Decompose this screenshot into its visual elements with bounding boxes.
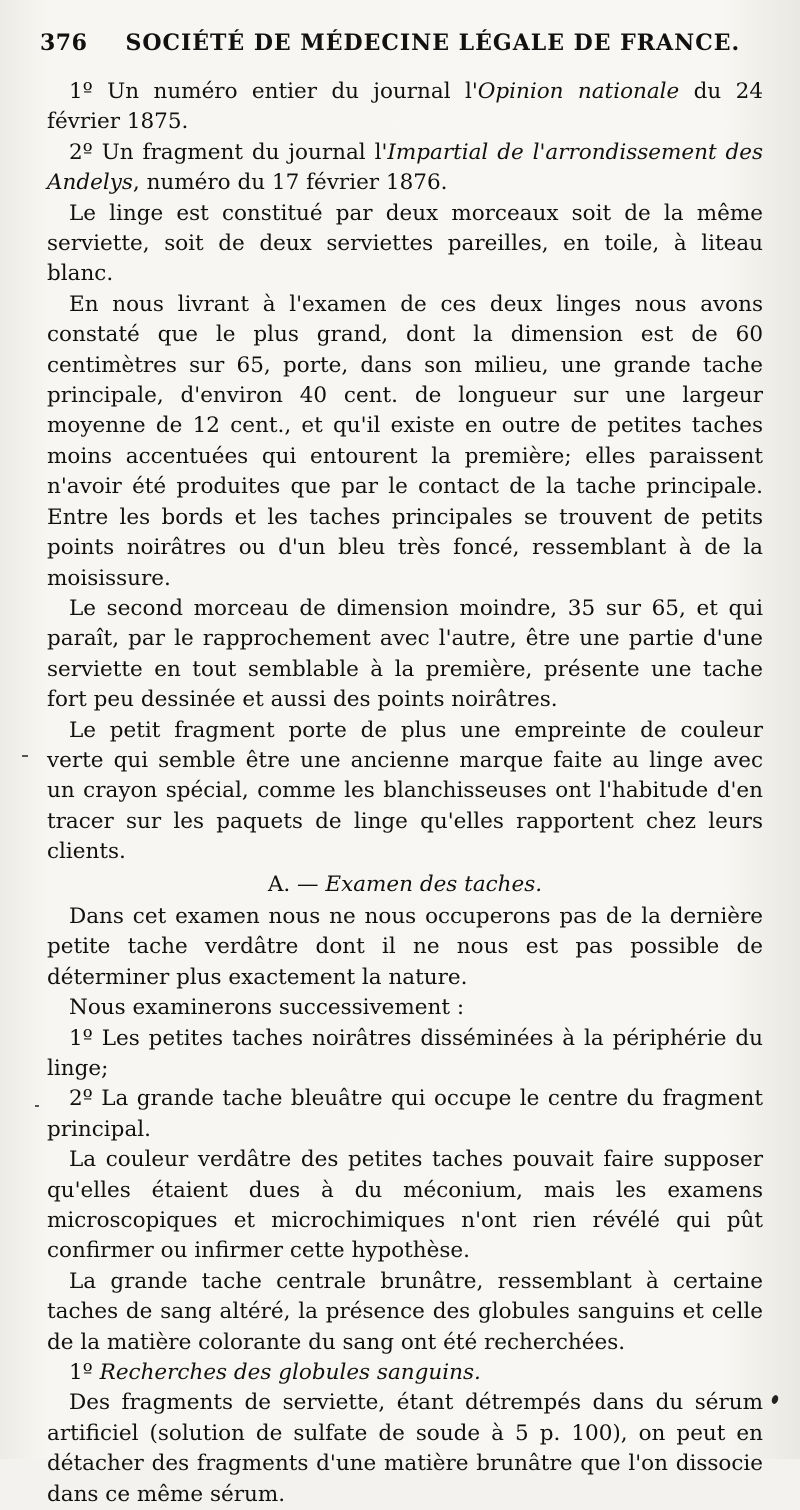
margin-mark [22, 755, 28, 757]
paragraph-couleur-verdatre: La couleur verdâtre des petites taches pouvait faire supposer qu'elles étaient dues à du méconium, mais les examens microscopiques et microchimiques n'ont rien révélé qui pût confirmer ou infirmer cette hypothèse. [47, 1147, 763, 1264]
subheading-globules: 1º Recherches des globules sanguins. [69, 1360, 481, 1386]
section-heading: A. — Examen des taches. [267, 871, 543, 897]
running-title: SOCIÉTÉ DE MÉDECINE LÉGALE DE FRANCE. [125, 30, 741, 56]
paragraph-linge: Le linge est constitué par deux morceaux soit de la même serviette, soit de deux serviettes pareilles, en toile, à liteau blanc. [47, 200, 763, 287]
ink-spot [771, 1394, 780, 1405]
page-number: 376 [40, 30, 88, 56]
margin-mark [35, 1105, 39, 1107]
paragraph-fragments-serviette: Des fragments de serviette, étant détrempés dans du sérum artificiel (solution de sulfate de soude à 5 p. 100), on peut en détacher des fragments d'une matière brunâtre que l'on dissocie dans ce même sérum. [47, 1390, 763, 1507]
paragraph-item-grande-tache: 2º La grande tache bleuâtre qui occupe le centre du fragment principal. [47, 1086, 763, 1142]
paragraph-item-1: 1º Un numéro entier du journal l'Opinion nationale du 24 février 1875. [47, 79, 763, 135]
paragraph-second-morceau: Le second morceau de dimension moindre, 35 sur 65, et qui paraît, par le rapprochement avec l'autre, être une partie d'une serviette en tout semblable à la première, présente une tache fort peu dessinée et aussi des points noirâtres. [47, 595, 763, 713]
journal-title-impartial: Impartial de l'arrondissement des Andelys [47, 139, 764, 196]
journal-title-opinion: Opinion nationale [477, 79, 680, 104]
paragraph-item-petites-taches: 1º Les petites taches noirâtres disséminées à la périphérie du linge; [47, 1025, 763, 1081]
running-header [40, 30, 760, 56]
paragraph-examen: En nous livrant à l'examen de ces deux linges nous avons constaté que le plus grand, dont la dimension est de 60 centimètres sur 65, porte, dans son milieu, une grande tache principale, d'environ 40 cent. de longueur sur une largeur moyenne de 12 cent., et qu'il existe en outre de petites taches moins accentuées qui entourent la première; elles paraissent n'avoir été produites que par le contact de la tache principale. Entre les bords et les taches principales se trouvent de petits points noirâtres ou d'un bleu très foncé, ressemblant à de la moisissure. [47, 291, 763, 591]
paragraph-item-2: 2º Un fragment du journal l'Impartial de l'arrondissement des Andelys, numéro du 17 février 1876. [47, 139, 764, 196]
paragraph-tache-centrale: La grande tache centrale brunâtre, ressemblant à certaine taches de sang altéré, la présence des globules sanguins et celle de la matière colorante du sang ont été recherchées. [47, 1268, 763, 1355]
paragraph-dans-cet-examen: Dans cet examen nous ne nous occuperons pas de la dernière petite tache verdâtre dont il ne nous est pas possible de déterminer plus exactement la nature. [47, 903, 763, 990]
page-body [47, 77, 763, 1510]
paragraph-successivement: Nous examinerons successivement : [69, 995, 465, 1021]
paragraph-petit-fragment: Le petit fragment porte de plus une empreinte de couleur verte qui semble être une ancienne marque faite au linge avec un crayon spécial, comme les blanchisseuses ont l'habitude d'en tracer sur les paquets de linge qu'elles rapportent chez leurs clients. [47, 717, 763, 865]
